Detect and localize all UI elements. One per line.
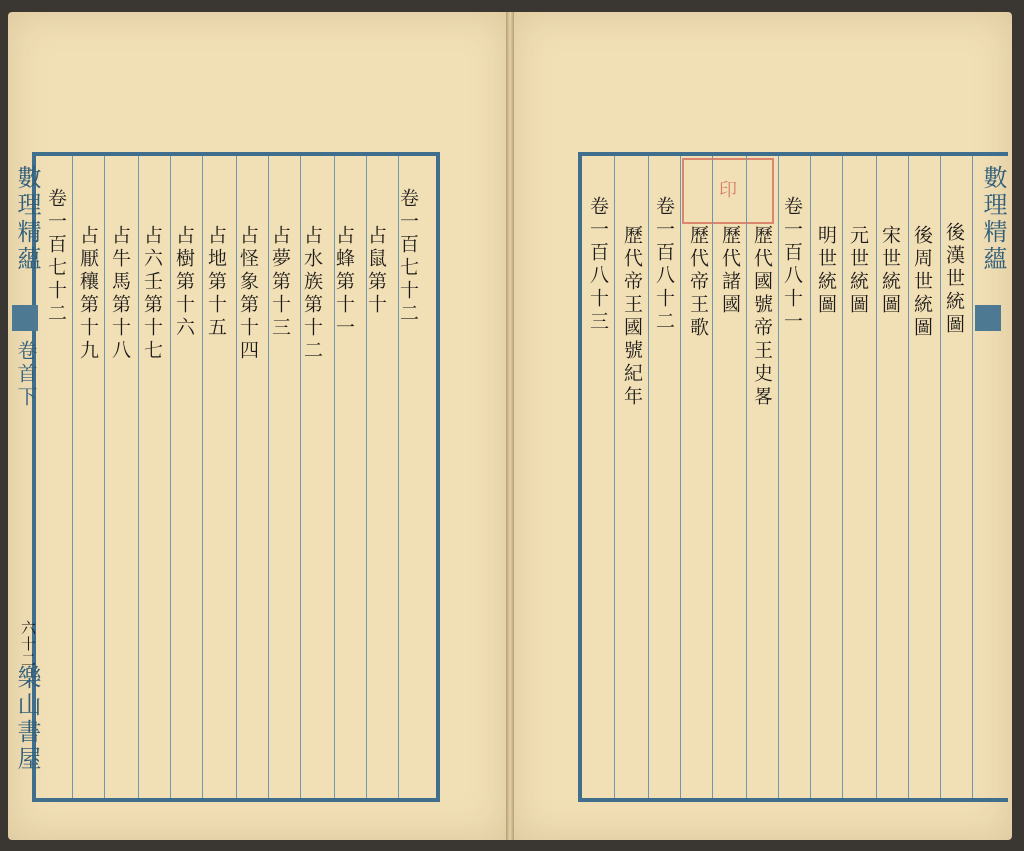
column-rule [614, 156, 615, 798]
column-rule [940, 156, 941, 798]
toc-entry: 占牛馬第十八 [109, 225, 131, 363]
toc-entry: 占蜂第十一 [333, 225, 355, 340]
column-rule [170, 156, 171, 798]
toc-entry: 占水族第十二 [301, 225, 323, 363]
column-rule [648, 156, 649, 798]
column-rule [104, 156, 105, 798]
toc-entry: 占六壬第十七 [141, 225, 163, 363]
toc-entry: 卷一百八十二 [653, 196, 675, 334]
fish-tail-mark [12, 305, 38, 331]
column-rule [72, 156, 73, 798]
right-margin-title: 數理精蘊 [979, 165, 1007, 273]
toc-entry: 後周世統圖 [911, 225, 933, 340]
toc-entry: 卷一百八十一 [781, 196, 803, 334]
toc-entry: 歷代帝王歌 [687, 225, 709, 340]
column-rule [876, 156, 877, 798]
column-rule [138, 156, 139, 798]
left-margin-juan: 卷首下 [14, 340, 38, 409]
collector-seal: 印 [682, 158, 774, 224]
column-rule [842, 156, 843, 798]
toc-entry: 占厭穰第十九 [77, 225, 99, 363]
toc-entry: 歷代帝王國號紀年 [621, 225, 643, 409]
left-margin-title: 數理精蘊 [13, 165, 41, 273]
toc-entry: 後漢世統圖 [943, 222, 965, 337]
column-rule [778, 156, 779, 798]
toc-entry: 占怪象第十四 [237, 225, 259, 363]
toc-entry: 歷代國號帝王史畧 [751, 225, 773, 409]
toc-entry: 占樹第十六 [173, 225, 195, 340]
toc-entry: 卷一百七十二 [397, 188, 419, 326]
toc-entry: 占鼠第十 [365, 225, 387, 317]
toc-entry: 元世統圖 [847, 225, 869, 317]
column-rule [810, 156, 811, 798]
toc-entry: 宋世統圖 [879, 225, 901, 317]
fish-tail-mark [975, 305, 1001, 331]
toc-entry: 占地第十五 [205, 225, 227, 340]
toc-entry: 卷一百七十二 [45, 188, 67, 326]
column-rule [908, 156, 909, 798]
toc-entry: 明世統圖 [815, 225, 837, 317]
column-rule [680, 156, 681, 798]
book-spine [506, 12, 514, 840]
toc-entry: 歷代諸國 [719, 225, 741, 317]
column-rule [712, 156, 713, 798]
column-rule [202, 156, 203, 798]
left-margin-publisher: 樂山書屋 [13, 665, 41, 773]
column-rule [746, 156, 747, 798]
column-rule [972, 156, 973, 798]
toc-entry: 卷一百八十三 [587, 196, 609, 334]
left-margin-page-number: 六十二 [19, 620, 37, 668]
toc-entry: 占夢第十三 [269, 225, 291, 340]
